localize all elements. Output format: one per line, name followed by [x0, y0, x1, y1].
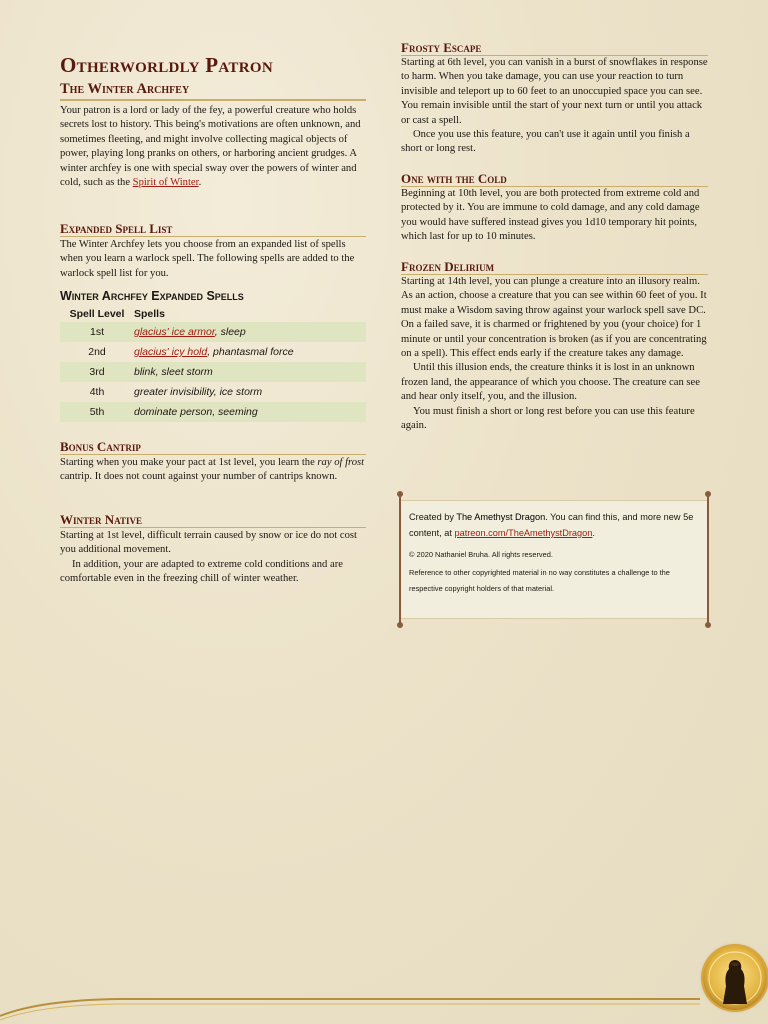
col-spells: Spells — [134, 307, 165, 320]
spell-table — [60, 305, 366, 422]
table-row — [60, 382, 366, 402]
bonus-cantrip-text-end: cantrip. It does not count against your number of cantrips known. — [60, 471, 338, 483]
frozen-delirium-heading: Frozen Delirium — [401, 259, 708, 275]
spells-text: , phantasmal force — [207, 346, 294, 358]
intro-section — [60, 104, 366, 190]
credit-line — [409, 509, 699, 541]
glacius-icy-hold-link[interactable]: glacius' icy hold — [134, 346, 208, 358]
bonus-cantrip-text-start: Starting when you make your pact at 1st level, you learn the — [60, 457, 318, 468]
expanded-spell-list-text: The Winter Archfey lets you choose from an expanded list of spells when you learn a warlock spell. The following spells are added to the warlock spell list for you. — [60, 239, 355, 279]
spell-level-cell: 4th — [89, 386, 105, 398]
table-row — [60, 342, 366, 362]
frosty-escape-section — [401, 40, 708, 157]
winter-native-p2: In addition, your are adapted to extreme cold conditions and are comfortable even in the freezing chill of winter weather. — [60, 558, 343, 585]
frozen-delirium-p3: You must finish a short or long rest before you can use this feature again. — [401, 405, 695, 432]
spells-cell: dominate person, seeming — [134, 402, 366, 422]
spell-level-cell: 2nd — [88, 346, 106, 358]
scroll-rod-left — [399, 494, 401, 625]
scroll-rod-right — [707, 494, 709, 625]
frosty-escape-heading: Frosty Escape — [401, 40, 708, 56]
winter-native-heading: Winter Native — [60, 512, 366, 528]
spirit-of-winter-link[interactable]: Spirit of Winter — [132, 177, 199, 189]
spells-cell — [134, 342, 366, 362]
spell-level-cell: 3rd — [60, 362, 134, 382]
spell-level-cell: 1st — [60, 322, 134, 342]
credit-suffix: . — [592, 528, 595, 538]
frozen-delirium-section — [401, 259, 708, 433]
winter-native-p1: Starting at 1st level, difficult terrain caused by snow or ice do not cost you additional movement. — [60, 530, 357, 556]
one-with-cold-p1: Beginning at 10th level, you are both protected from extreme cold and protected by it. You are immune to cold damage, and any cold damage you would have suffered instead gives you 1d10 temporary hit points, which last for up to 10 minutes. — [401, 188, 700, 243]
author-name: The Amethyst Dragon — [456, 512, 546, 522]
credit-content — [409, 509, 699, 597]
table-row — [60, 322, 366, 342]
table-row — [60, 402, 366, 422]
credit-middle: . You can find this, and more new 5e content, at — [409, 512, 694, 538]
table-row — [60, 362, 366, 382]
page-title: Otherworldly Patron — [60, 53, 273, 77]
spell-level-cell: 5th — [60, 402, 134, 422]
credit-box — [400, 500, 708, 619]
frozen-delirium-p1: Starting at 14th level, you can plunge a creature into an illusory realm. As an action, choose a creature that you can see within 60 feet of you. It must make a Wisdom saving throw against your warlock spell save DC. On a failed save, it is charmed or frightened by you (your choice) for 1 minute or until your concentration is broken (as if you are concentrating on a spell). This effect ends early if the creature takes any damage. — [401, 276, 707, 360]
expanded-spell-list-heading: Expanded Spell List — [60, 221, 366, 237]
one-with-cold-section — [401, 171, 708, 245]
patreon-link[interactable]: patreon.com/TheAmethystDragon — [454, 528, 593, 538]
frozen-delirium-p2: Until this illusion ends, the creature thinks it is lost in an unknown frozen land, the appearance of which you choose. The creature can see and hear only itself, you, and the illusion. — [401, 362, 700, 403]
spell-table-caption: Winter Archfey Expanded Spells — [60, 289, 244, 303]
bonus-cantrip-heading: Bonus Cantrip — [60, 439, 366, 455]
spells-cell: greater invisibility, ice storm — [134, 386, 263, 398]
spell-table-section — [60, 289, 366, 422]
intro-paragraph — [60, 104, 366, 190]
winter-native-section — [60, 512, 366, 587]
spells-text: , sleep — [214, 326, 246, 338]
col-spell-level: Spell Level — [69, 307, 125, 320]
glacius-ice-armor-link[interactable]: glacius' ice armor — [134, 326, 215, 338]
spells-cell: blink, sleet storm — [134, 362, 366, 382]
bonus-cantrip-text — [60, 456, 366, 485]
spell-table-header — [60, 305, 366, 322]
frosty-escape-p2: Once you use this feature, you can't use it again until you finish a short or long rest. — [401, 129, 690, 155]
spells-cell — [134, 322, 366, 342]
copyright-notice: Reference to other copyrighted material in no way constitutes a challenge to the respective copyright holders of that material. — [409, 568, 670, 593]
one-with-cold-heading: One with the Cold — [401, 171, 708, 187]
frosty-escape-p1: Starting at 6th level, you can vanish in a burst of snowflakes in response to harm. When you take damage, you can use your reaction to turn invisible and teleport up to 60 feet to an unoccupied space you can see. You remain invisible until the start of your next turn or until you attack or cast a spell. — [401, 57, 708, 126]
copyright-line: © 2020 Nathaniel Bruha. All rights reserved. — [409, 550, 553, 559]
intro-text-end: . — [198, 177, 202, 189]
hooded-figure-icon — [703, 946, 767, 1010]
expanded-spell-list-section — [60, 221, 366, 281]
ray-of-frost-term: ray of frost — [317, 457, 365, 468]
subclass-title: The Winter Archfey — [60, 80, 366, 101]
intro-text: Your patron is a lord or lady of the fey, a powerful creature who holds secrets lost to history. This being's motivations are often unknown, and sometimes fleeting, and might involve collecting magical objects of power, playing long pranks on others, or harboring ancient grudges. A winter archfey is one with special sway over the powers of winter and cold, such as the — [60, 105, 361, 189]
credit-prefix: Created by — [409, 512, 457, 522]
footer-decoration — [0, 986, 768, 1024]
bonus-cantrip-section — [60, 439, 366, 485]
